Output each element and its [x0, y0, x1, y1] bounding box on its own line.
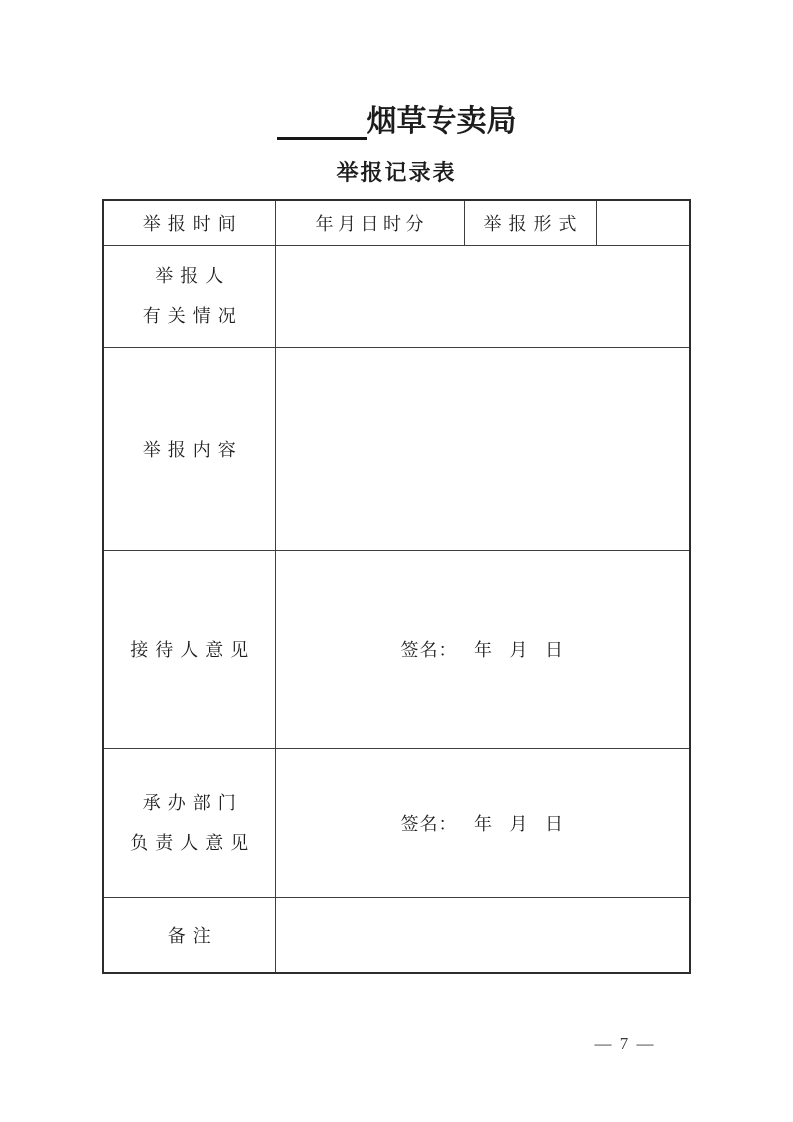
table-row-department-opinion [103, 748, 690, 897]
department-sign-line: 签名： 年 月 日 [400, 813, 564, 834]
reporter-info-label-line2: 有关情况 [142, 306, 243, 326]
form-title: 举报记录表 [336, 160, 457, 185]
page-number: — 7 — [594, 1034, 656, 1053]
report-time-value: 年 月 日 时 分 [275, 200, 464, 245]
table-row-receiver-opinion [103, 550, 690, 748]
org-title-text: 烟草专卖局 [366, 105, 517, 138]
reporter-info-label-line1: 举报人 [155, 266, 231, 286]
reporter-info-input-area [275, 245, 690, 347]
department-opinion-label-line2: 负责人意见 [130, 832, 256, 853]
report-time-label: 举报时间 [103, 200, 275, 245]
report-form-value [596, 200, 690, 245]
reporter-info-label [103, 245, 275, 347]
report-form-label: 举报形式 [464, 200, 596, 245]
org-title [0, 104, 793, 140]
report-record-table [102, 199, 691, 974]
department-opinion-label-line1: 承办部门 [142, 792, 243, 813]
table-row-report-content [103, 347, 690, 550]
receiver-opinion-input-area [275, 550, 690, 748]
table-row-reporter-info [103, 245, 690, 347]
remarks-label: 备注 [103, 897, 275, 973]
department-opinion-input-area [275, 748, 690, 897]
receiver-opinion-label: 接待人意见 [103, 550, 275, 748]
department-opinion-label [103, 748, 275, 897]
report-content-label: 举报内容 [103, 347, 275, 550]
receiver-sign-line: 签名： 年 月 日 [400, 640, 564, 660]
title-blank-line [277, 104, 367, 140]
table-row-remarks [103, 897, 690, 973]
remarks-input-area [275, 897, 690, 973]
table-row-header [103, 200, 690, 245]
report-content-input-area [275, 347, 690, 550]
